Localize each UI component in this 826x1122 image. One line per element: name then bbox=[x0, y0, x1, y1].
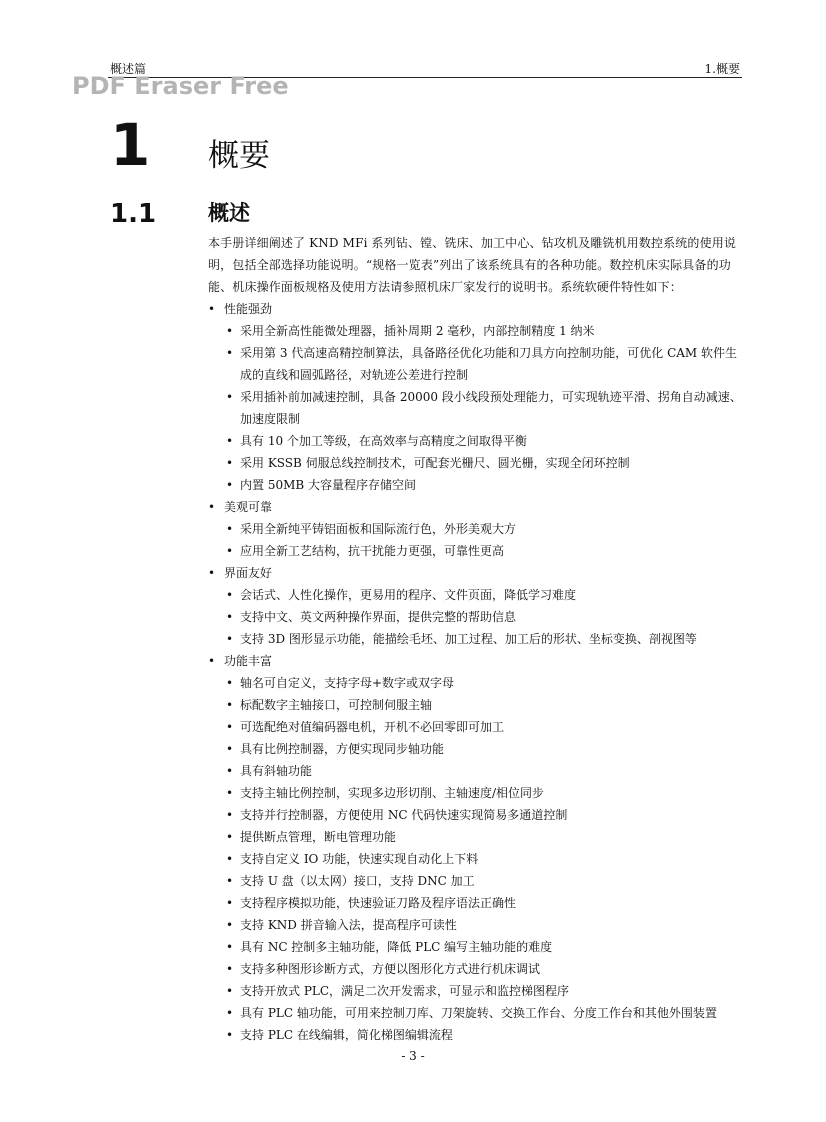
feature-item: • 可选配绝对值编码器电机，开机不必回零即可加工 bbox=[224, 716, 744, 738]
feature-group bbox=[208, 650, 744, 1046]
section-title: 概述 bbox=[208, 200, 250, 225]
feature-group bbox=[208, 562, 744, 650]
intro-paragraph: 本手册详细阐述了 KND MFi 系列钻、镗、铣床、加工中心、钻攻机及雕铣机用数控系统的使用说明，包括全部选择功能说明。“规格一览表”列出了该系统具有的各种功能。数控机床实际具备的功能、机床操作面板规格及使用方法请参照机床厂家发行的说明书。系统软硬件特性如下： bbox=[208, 236, 737, 294]
feature-group-label: 美观可靠 bbox=[224, 500, 273, 514]
feature-item: • 具有 10 个加工等级，在高效率与高精度之间取得平衡 bbox=[224, 430, 744, 452]
feature-item: • 采用插补前加减速控制，具备 20000 段小线段预处理能力，可实现轨迹平滑、拐角自动减速、加速度限制 bbox=[224, 386, 744, 430]
feature-item: • 支持开放式 PLC，满足二次开发需求，可显示和监控梯图程序 bbox=[224, 980, 744, 1002]
feature-group bbox=[208, 298, 744, 496]
feature-list bbox=[224, 518, 744, 562]
chapter-title: 概要 bbox=[208, 138, 270, 174]
feature-item: • 具有 NC 控制多主轴功能，降低 PLC 编写主轴功能的难度 bbox=[224, 936, 744, 958]
feature-item: • 支持中文、英文两种操作界面，提供完整的帮助信息 bbox=[224, 606, 744, 628]
feature-item: • 支持程序模拟功能，快速验证刀路及程序语法正确性 bbox=[224, 892, 744, 914]
feature-item: • 支持多种图形诊断方式，方便以图形化方式进行机床调试 bbox=[224, 958, 744, 980]
page-number: - 3 - bbox=[401, 1049, 425, 1063]
feature-item: • 采用第 3 代高速高精控制算法，具备路径优化功能和刀具方向控制功能，可优化 CAM 软件生成的直线和圆弧路径，对轨迹公差进行控制 bbox=[224, 342, 744, 386]
feature-group-label: 界面友好 bbox=[224, 566, 273, 580]
feature-item: • 支持 3D 图形显示功能，能描绘毛坯、加工过程、加工后的形状、坐标变换、剖视图等 bbox=[224, 628, 744, 650]
feature-item: • 采用 KSSB 伺服总线控制技术，可配套光栅尺、圆光栅，实现全闭环控制 bbox=[224, 452, 744, 474]
feature-item: • 标配数字主轴接口，可控制伺服主轴 bbox=[224, 694, 744, 716]
running-header-right: 1.概要 bbox=[704, 62, 740, 76]
feature-item: • 采用全新纯平铸铝面板和国际流行色，外形美观大方 bbox=[224, 518, 744, 540]
feature-item: • 应用全新工艺结构，抗干扰能力更强，可靠性更高 bbox=[224, 540, 744, 562]
feature-item: • 采用全新高性能微处理器，插补周期 2 毫秒，内部控制精度 1 纳米 bbox=[224, 320, 744, 342]
feature-group-label: 性能强劲 bbox=[224, 302, 273, 316]
feature-item: • 具有比例控制器，方便实现同步轴功能 bbox=[224, 738, 744, 760]
feature-list bbox=[224, 672, 744, 1046]
running-header-left: 概述篇 bbox=[110, 62, 147, 76]
chapter-number: 1 bbox=[110, 111, 151, 179]
section-body bbox=[208, 232, 744, 1046]
feature-item: • 支持 U 盘（以太网）接口，支持 DNC 加工 bbox=[224, 870, 744, 892]
feature-item: • 提供断点管理，断电管理功能 bbox=[224, 826, 744, 848]
feature-groups bbox=[208, 298, 744, 1046]
feature-item: • 支持主轴比例控制，实现多边形切削、主轴速度/相位同步 bbox=[224, 782, 744, 804]
feature-item: • 具有 PLC 轴功能，可用来控制刀库、刀架旋转、交换工作台、分度工作台和其他外围装置 bbox=[224, 1002, 744, 1024]
feature-list bbox=[224, 320, 744, 496]
watermark: PDF Eraser Free bbox=[72, 72, 289, 100]
feature-list bbox=[224, 584, 744, 650]
feature-item: • 支持 KND 拼音输入法，提高程序可读性 bbox=[224, 914, 744, 936]
feature-item: • 会话式、人性化操作，更易用的程序、文件页面，降低学习难度 bbox=[224, 584, 744, 606]
feature-item: • 内置 50MB 大容量程序存储空间 bbox=[224, 474, 744, 496]
feature-group bbox=[208, 496, 744, 562]
section-number: 1.1 bbox=[110, 199, 157, 229]
feature-item: • 支持 PLC 在线编辑，简化梯图编辑流程 bbox=[224, 1024, 744, 1046]
feature-item: • 轴名可自定义，支持字母+数字或双字母 bbox=[224, 672, 744, 694]
feature-group-label: 功能丰富 bbox=[224, 654, 273, 668]
feature-item: • 支持并行控制器，方便使用 NC 代码快速实现简易多通道控制 bbox=[224, 804, 744, 826]
feature-item: • 支持自定义 IO 功能，快速实现自动化上下料 bbox=[224, 848, 744, 870]
feature-item: • 具有斜轴功能 bbox=[224, 760, 744, 782]
